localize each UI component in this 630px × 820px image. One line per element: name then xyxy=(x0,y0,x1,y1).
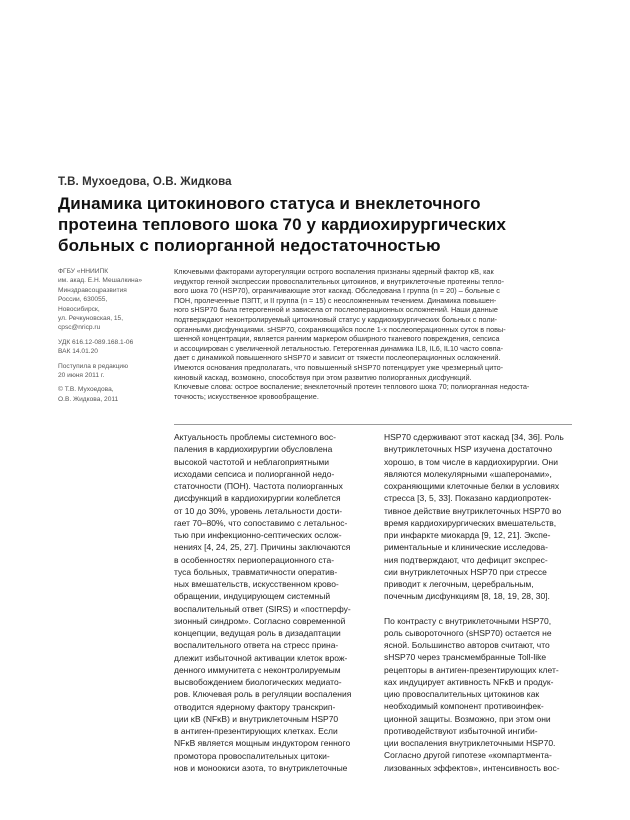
abstract-line: органными дисфункциями. sHSP70, сохраняющийся после 1-х послеоперационных суток в повы- xyxy=(174,324,506,334)
body-line: приводит к легочным, церебральным, xyxy=(384,579,534,589)
affiliation-line: ФГБУ «ННИИПК xyxy=(58,268,109,275)
title-line: протеина теплового шока 70 у кардиохирургических xyxy=(58,215,507,234)
copyright-line: О.В. Жидкова, 2011 xyxy=(58,395,119,403)
body-line: в антиген-презентирующих клетках. Если xyxy=(174,726,338,736)
authors: Т.В. Мухоедова, О.В. Жидкова xyxy=(58,176,232,188)
paragraph-1 xyxy=(384,431,576,603)
body-line: нов и моноокиси азота, то внутриклеточные xyxy=(174,762,348,773)
body-line: роль сывороточного (sHSP70) остается не xyxy=(384,627,552,638)
body-line: необходимый компонент противоинфек- xyxy=(384,701,544,712)
body-line: при инфаркте миокарда [9, 12, 21]. Экспе- xyxy=(384,530,551,540)
body-line: ясной. Большинство авторов считают, что xyxy=(384,640,550,650)
article-title xyxy=(58,193,578,256)
body-line: ния подтверждают, что дефицит экспрес- xyxy=(384,554,548,565)
classification-codes xyxy=(58,338,166,357)
body-line: тивное действие внутриклеточных HSP70 во xyxy=(384,505,562,516)
body-line: ции воспаления внутриклеточными HSP70. xyxy=(384,738,556,748)
body-line: дисфункций в кардиохирургии колеблется xyxy=(174,493,341,504)
body-line: высвобождением биологических медиато- xyxy=(174,677,342,687)
body-line: статочности (ПОН). Частота полиорганных xyxy=(174,481,343,491)
body-column-right xyxy=(384,431,576,774)
title-line: Динамика цитокинового статуса и внеклеточного xyxy=(58,194,481,213)
body-line: Согласно другой гипотезе «компартмента- xyxy=(384,750,552,761)
paragraph-2 xyxy=(384,615,576,774)
affiliation-line: Новосибирск, xyxy=(58,305,100,313)
body-column-left xyxy=(174,431,367,774)
body-line: денного иммунитета с неконтролируемым xyxy=(174,664,341,675)
body-line: концепции, ведущая роль в дизадаптации xyxy=(174,628,341,638)
abstract xyxy=(174,267,574,401)
body-line: хорошо, в том числе в кардиохирургии. Они xyxy=(384,456,558,467)
body-line: почечным дисфункциям [8, 18, 19, 28, 30]. xyxy=(384,591,550,602)
body-line: риментальные и клинические исследова- xyxy=(384,542,548,553)
body-line: лизованных эффектов», интенсивность вос- xyxy=(384,762,560,773)
abstract-line: ПОН, пролеченные ПЗПТ, и II группа (n = 15) с неосложненным течением. Динамика повышен- xyxy=(174,295,497,305)
body-line: зионный синдром». Согласно современной xyxy=(174,615,346,626)
abstract-line: дает с динамикой повышенного sHSP70 и зависит от тяжести послеоперационных осложнений. xyxy=(174,353,501,363)
affiliation xyxy=(58,267,166,333)
body-line: цию провоспалительных цитокинов как xyxy=(384,689,540,699)
body-line: ров. Ключевая роль в регуляции воспаления xyxy=(174,689,352,700)
body-line: сии внутриклеточных HSP70 при стрессе xyxy=(384,566,547,577)
body-line: являются молекулярными «шаперонами», xyxy=(384,468,552,479)
body-line: внутриклеточных HSP изучена достаточно xyxy=(384,444,553,455)
keywords-line: точность; искусственное кровообращение. xyxy=(174,391,319,401)
received-date xyxy=(58,362,166,381)
received-label: Поступила в редакцию xyxy=(58,362,129,370)
body-line: тью при инфекционно-септических ослож- xyxy=(174,530,342,540)
abstract-line: Ключевыми факторами ауторегуляции острого воспаления признаны ядерный фактор κB, как xyxy=(174,267,494,276)
body-line: исходами сепсиса и полиорганной недо- xyxy=(174,468,335,479)
body-line: ции κB (NFκB) и внутриклеточным HSP70 xyxy=(174,713,339,724)
abstract-line: Имеются основания предполагать, что повышенный sHSP70 потенцирует уже чрезмерный цито- xyxy=(174,362,504,372)
copyright xyxy=(58,385,166,404)
body-line: sHSP70 через трансмембранные Toll-like xyxy=(384,652,547,663)
body-line: длежит избыточной активации клеток врож- xyxy=(174,652,348,663)
affiliation-line: России, 630055, xyxy=(58,296,108,304)
body-line: ных вмешательств, искусственном крово- xyxy=(174,579,339,589)
body-line: ционной защиты. Возможно, при этом они xyxy=(384,713,551,724)
vak-code: ВАК 14.01.20 xyxy=(58,348,98,356)
abstract-line: и ассоциирован с увеличенной летальностью. Гетерогенная динамика IL8, IL6, IL10 часто совпа- xyxy=(174,343,504,353)
udc-code: УДК 616.12-089.168.1-06 xyxy=(58,338,134,346)
body-line: сохраняющими клеточные белки в условиях xyxy=(384,481,560,491)
body-line: гает 70–80%, что сопоставимо с летальнос- xyxy=(174,517,348,528)
body-line: от 10 до 30%, уровень летальности дости- xyxy=(174,505,343,516)
body-line: промотора провоспалительных цитоки- xyxy=(174,750,330,761)
contact-email: cpsc@nricp.ru xyxy=(58,324,101,332)
copyright-line: © Т.В. Мухоедова, xyxy=(58,386,114,394)
received-value: 20 июня 2011 г. xyxy=(58,372,105,380)
body-line: воспалительный ответ (SIRS) и «постперфу- xyxy=(174,603,351,614)
body-line: нениях [4, 24, 25, 27]. Причины заключаются xyxy=(174,542,351,553)
body-line: туса больных, травматичности оператив- xyxy=(174,566,338,577)
body-line: обращении, индуцирующем системный xyxy=(174,591,331,602)
body-line: рецепторы в антиген-презентирующих клет- xyxy=(384,664,559,675)
body-line: стресса [3, 5, 33]. Показано кардиопротек- xyxy=(384,493,552,504)
body-line: Актуальность проблемы системного вос- xyxy=(174,432,336,442)
body-line: паления в кардиохирургии обусловлена xyxy=(174,444,333,455)
body-line: отводится ядерному фактору транскрип- xyxy=(174,701,336,712)
body-line: время кардиохирургических вмешательств, xyxy=(384,517,557,528)
body-line: воспалительного ответа на стресс прина- xyxy=(174,640,339,651)
body-line: высокой частотой и неблагоприятными xyxy=(174,456,329,467)
affiliation-line: Минздравсоцразвития xyxy=(58,286,127,294)
abstract-line: шенной концентрации, является ранним маркером обширного тканевого повреждения, сепсиса xyxy=(174,334,500,344)
body-line: противодействуют избыточной ингиби- xyxy=(384,725,538,736)
abstract-line: подтверждают неконтролируемый цитокиновый статус у кардиохирургических больных с поли- xyxy=(174,314,498,324)
keywords-line: Ключевые слова: острое воспаление; внеклеточный протеин теплового шока 70; полиорганная недоста- xyxy=(174,382,530,392)
abstract-line: вого шока 70 (HSP70), ограничивающие этот каскад. Обследована I группа (n = 20) – больные с xyxy=(174,286,500,296)
body-line: По контрасту с внутриклеточными HSP70, xyxy=(384,615,552,626)
abstract-line: ного sHSP70 была гетерогенной и зависела от послеоперационных осложнений. Наши данные xyxy=(174,305,498,315)
title-line: больных с полиорганной недостаточностью xyxy=(58,236,441,255)
article-sidebar xyxy=(58,267,166,404)
body-line: NFκB является мощным индуктором генного xyxy=(174,738,351,749)
section-divider xyxy=(174,424,572,425)
body-line: ках индуцирует активность NFκB и продук- xyxy=(384,676,554,687)
abstract-line: киновый каскад, возможно, способствуя при этом развитию полиорганных дисфункций. xyxy=(174,372,472,382)
body-line: HSP70 сдерживают этот каскад [34, 36]. Роль xyxy=(384,432,564,442)
abstract-line: индуктор генной экспрессии провоспалительных цитокинов, и внутриклеточные протеины тепло- xyxy=(174,276,505,286)
affiliation-line: им. акад. Е.Н. Мешалкина» xyxy=(58,277,142,285)
affiliation-line: ул. Речкуновская, 15, xyxy=(58,315,124,323)
body-line: в особенностях периоперационного ста- xyxy=(174,554,335,565)
